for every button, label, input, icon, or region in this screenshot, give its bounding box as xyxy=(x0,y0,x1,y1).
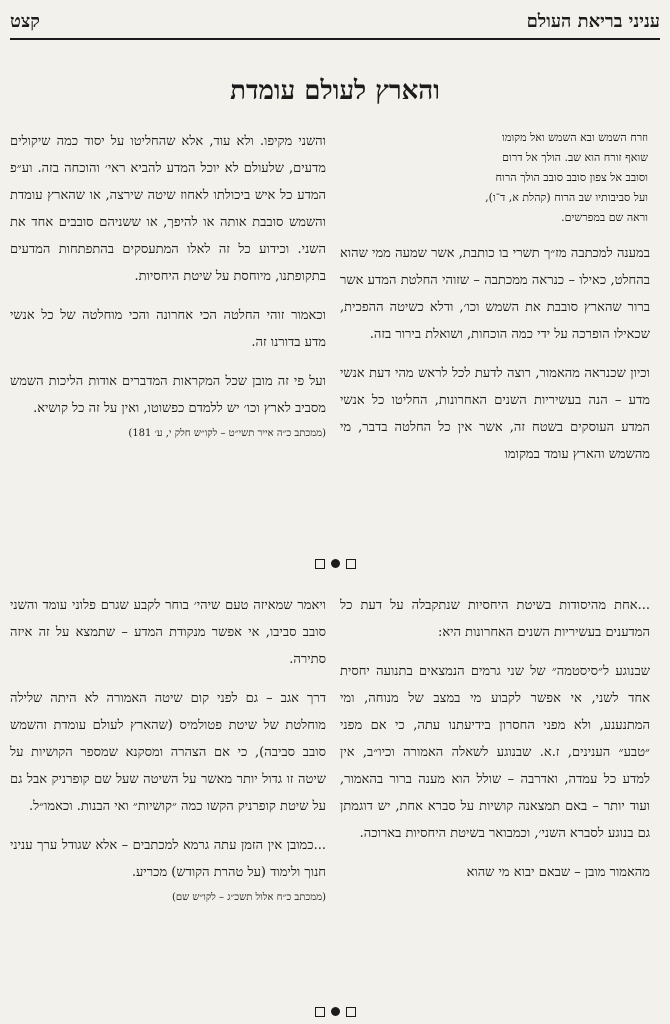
quote-line: וזרח השמש ובא השמש ואל מקומו xyxy=(502,131,648,144)
column-right-top xyxy=(340,128,650,480)
paragraph: והשני מקיפו. ולא עוד, אלא שהחליטו על יסוד כמה שיקולים מדעים, שלעולם לא יוכל המדע להביא ראי׳ והוכחה בזה. וע״פ המדע כל איש ביכולתו לאחוז שיטה שירצה, או שהארץ עומדת והשמש סובבת אותה או להיפך, או ששניהם סובבים אחד את השני. וכידוע כל זה לאלו המתעסקים בהתפתחות המדעים בתקופתנו, מיוחסת על שיטת היחסיות. xyxy=(10,134,326,284)
paragraph: וכאמור זוהי החלטה הכי אחרונה והכי מוחלטה של כל אנשי מדע בדורנו זה. xyxy=(10,308,326,350)
quote-line: וסובב אל צפון סובב סובב הולך הרוח xyxy=(495,171,648,184)
paragraph: שבנוגע ל״סיסטמה״ של שני גרמים הנמצאים בתנועה יחסית אחד לשני, אי אפשר לקבוע מי במצב של מנוחה, ומי המתנענע, ולא מפני החסרון בידיעתנו עתה, כי אם מפני ״טבע״ הענינים, ז.א. שבנוגע לשאלה האמורה וכיו״ב, אין למדע כל עמדה, ואדרבה – שולל הוא מענה ברור בהאמור, ועוד יותר – באם תמצאנה קושיות על סברא אחת, יש דוגמתן גם בנוגע לסברא השני׳, וכמבואר בשיטת היחסיות בארוכה. xyxy=(340,664,650,841)
square-ornament-icon xyxy=(346,1007,356,1017)
quote-line: ועל סביבותיו שב הרוח (קהלת א, ד־ו), xyxy=(485,191,648,204)
header-rule xyxy=(10,38,660,40)
running-header xyxy=(10,6,660,36)
source-citation: (ממכתב כ״ה אייר תשי״ט – לקו״ש חלק י, ע׳ 181) xyxy=(128,428,326,439)
running-title: עניני בריאת העולם xyxy=(526,10,660,32)
dot-ornament-icon xyxy=(331,559,340,568)
column-left-bottom xyxy=(10,592,326,906)
square-ornament-icon xyxy=(315,559,325,569)
source-citation: (ממכתב כ״ח אלול תשכ״ג – לקו״ש שם) xyxy=(171,892,326,903)
verse-quote xyxy=(340,128,650,228)
paragraph: וכיון שכנראה מהאמור, רוצה לדעת לכל לראש מהי דעת אנשי מדע – הנה בעשיריות השנים האחרונות, החליטו כל אנשי המדע העוסקים בשטח זה, אשר אין כל החלטה בדבר, מי מהשמש והארץ עומד במקומו xyxy=(340,366,650,462)
paragraph: ויאמר שמאיזה טעם שיהי׳ בוחר לקבע שגרם פלוני עומד והשני סובב סביבו, אי אפשר מנקודת המדע – שתמצא על זה איזה סתירה. xyxy=(10,598,326,667)
paragraph: במענה למכתבה מז״ך תשרי בו כותבת, אשר שמעה ממי שהוא בהחלט, כאילו – כנראה ממכתבה – שזוהי החלטת המדע אשר ברור שהארץ סובבת את השמש וכו׳, ודלא כשיטה ההפכית, שכאילו הופרכה על ידי כמה הוכחות, ושואלת בירור בזה. xyxy=(340,246,650,342)
paragraph: דרך אגב – גם לפני קום שיטה האמורה לא היתה שלילה מוחלטת של שיטת פטולמיס (שהארץ לעולם עומדת והשמש סובב סביבה), כי אם הצהרה ומסקנא שמספר הקושיות על שיטה זו גדול יותר מאשר על השיטה שעל שם קופרניק אבל גם על שיטת קופרניק הקשו כמה ״קושיות״ ואי הבנות. וכאמו״ל. xyxy=(10,691,326,814)
square-ornament-icon xyxy=(346,559,356,569)
paragraph: ועל פי זה מובן שכל המקראות המדברים אודות הליכות השמש מסביב לארץ וכו׳ יש ללמדם כפשוטו, ואין על זה כל קושיא. xyxy=(10,374,326,416)
section-separator xyxy=(0,1004,670,1019)
paragraph: ...אחת מהיסודות בשיטת היחסיות שנתקבלה על דעת כל המדענים בעשיריות השנים האחרונות היא: xyxy=(340,598,650,640)
paragraph: ...כמובן אין הזמן עתה גרמא למכתבים – אלא שגודל ערך עניני חנוך ולימוד (על טהרת הקודש) מכריע. xyxy=(10,838,326,880)
quote-line: שואף זורח הוא שב. הולך אל דרום xyxy=(502,151,648,164)
page-number: קצט xyxy=(10,10,40,32)
quote-line: וראה שם במפרשים. xyxy=(561,211,648,224)
paragraph: מהאמור מובן – שבאם יבוא מי שהוא xyxy=(466,865,650,880)
section-separator xyxy=(0,556,670,571)
dot-ornament-icon xyxy=(331,1007,340,1016)
column-right-bottom xyxy=(340,592,650,898)
square-ornament-icon xyxy=(315,1007,325,1017)
column-left-top xyxy=(10,128,326,442)
section-title: והארץ לעולם עומדת xyxy=(230,76,440,106)
